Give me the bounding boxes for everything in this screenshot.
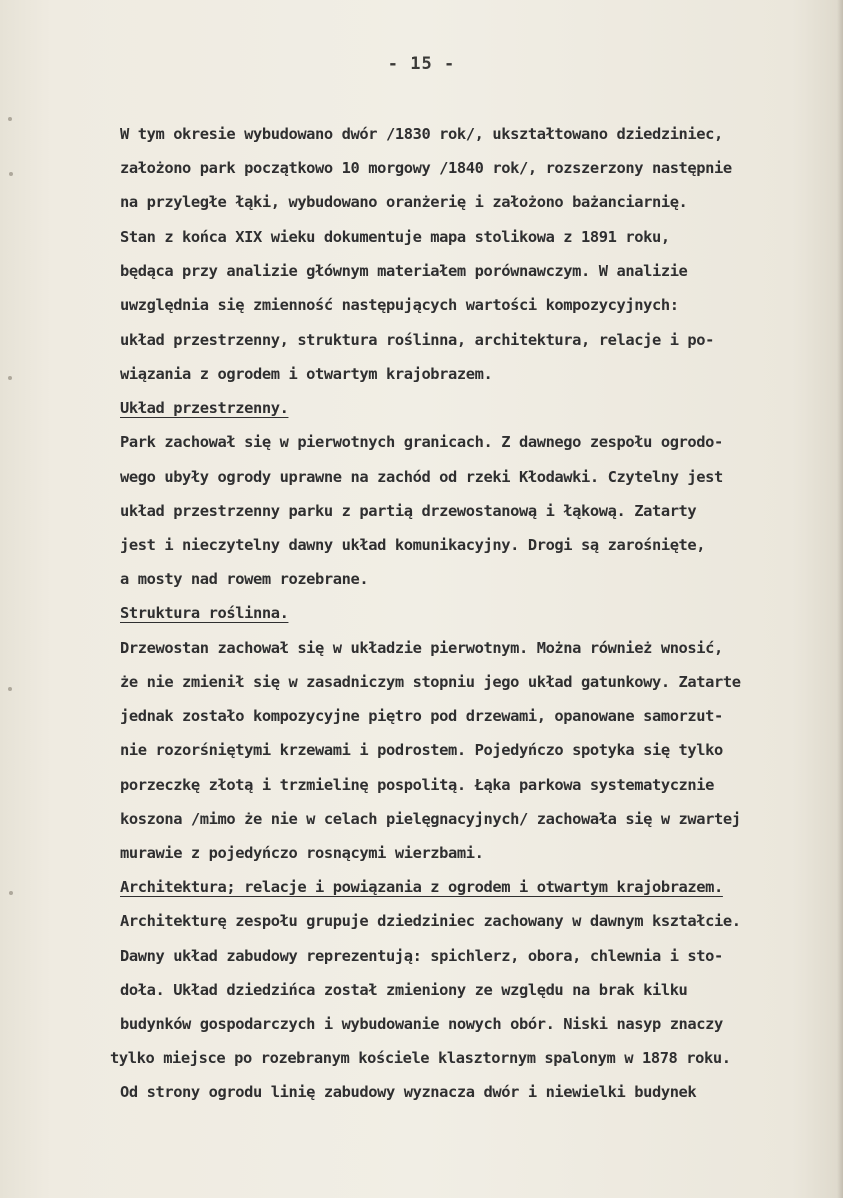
text-line: jest i nieczytelny dawny układ komunikacyjny. Drogi są zarośnięte, <box>120 536 706 554</box>
section-heading-architecture: Architektura; relacje i powiązania z ogrodem i otwartym krajobrazem. <box>120 878 723 896</box>
text-line: Stan z końca XIX wieku dokumentuje mapa stolikowa z 1891 roku, <box>120 228 670 246</box>
text-line: uwzględnia się zmienność następujących wartości kompozycyjnych: <box>120 296 679 314</box>
text-line: wego ubyły ogrody uprawne na zachód od rzeki Kłodawki. Czytelny jest <box>120 468 723 486</box>
text-line: założono park początkowo 10 morgowy /1840 rok/, rozszerzony następnie <box>120 159 732 177</box>
page-edge-shadow <box>837 0 843 1198</box>
text-line: a mosty nad rowem rozebrane. <box>120 570 369 588</box>
text-line: Architekturę zespołu grupuje dziedziniec zachowany w dawnym kształcie. <box>120 912 741 930</box>
text-line: murawie z pojedyńczo rosnącymi wierzbami. <box>120 844 484 862</box>
text-line: budynków gospodarczych i wybudowanie nowych obór. Niski nasyp znaczy <box>120 1015 723 1033</box>
section-heading-plant-structure: Struktura roślinna. <box>120 604 289 622</box>
text-line: koszona /mimo że nie w celach pielęgnacyjnych/ zachowała się w zwartej <box>120 810 741 828</box>
text-line: układ przestrzenny parku z partią drzewostanową i łąkową. Zatarty <box>120 502 697 520</box>
punch-hole-mark <box>9 172 13 176</box>
text-line: Dawny układ zabudowy reprezentują: spichlerz, obora, chlewnia i sto- <box>120 947 723 965</box>
text-line: jednak zostało kompozycyjne piętro pod drzewami, opanowane samorzut- <box>120 707 723 725</box>
text-line: porzeczkę złotą i trzmielinę pospolitą. Łąka parkowa systematycznie <box>120 776 715 794</box>
text-line: wiązania z ogrodem i otwartym krajobrazem. <box>120 365 493 383</box>
text-line: układ przestrzenny, struktura roślinna, architektura, relacje i po- <box>120 331 715 349</box>
text-line: Od strony ogrodu linię zabudowy wyznacza dwór i niewielki budynek <box>120 1083 697 1101</box>
punch-hole-mark <box>8 117 12 121</box>
text-line: doła. Układ dziedzińca został zmieniony ze względu na brak kilku <box>120 981 688 999</box>
page-number: - 15 - <box>387 54 456 74</box>
text-line: nie rozorśniętymi krzewami i podrostem. Pojedyńczo spotyka się tylko <box>120 741 723 759</box>
text-line: będąca przy analizie głównym materiałem porównawczym. W analizie <box>120 262 688 280</box>
text-line: Park zachował się w pierwotnych granicach. Z dawnego zespołu ogrodo- <box>120 433 723 451</box>
text-line: że nie zmienił się w zasadniczym stopniu jego układ gatunkowy. Zatarte <box>120 673 741 691</box>
text-line: W tym okresie wybudowano dwór /1830 rok/, ukształtowano dziedziniec, <box>120 125 723 143</box>
punch-hole-mark <box>9 891 13 895</box>
punch-hole-mark <box>8 376 12 380</box>
text-line: na przyległe łąki, wybudowano oranżerię i założono bażanciarnię. <box>120 193 688 211</box>
text-line: Drzewostan zachował się w układzie pierwotnym. Można również wnosić, <box>120 639 723 657</box>
punch-hole-mark <box>8 687 12 691</box>
section-heading-spatial-layout: Układ przestrzenny. <box>120 399 289 417</box>
text-line: tylko miejsce po rozebranym kościele klasztornym spalonym w 1878 roku. <box>110 1049 731 1067</box>
